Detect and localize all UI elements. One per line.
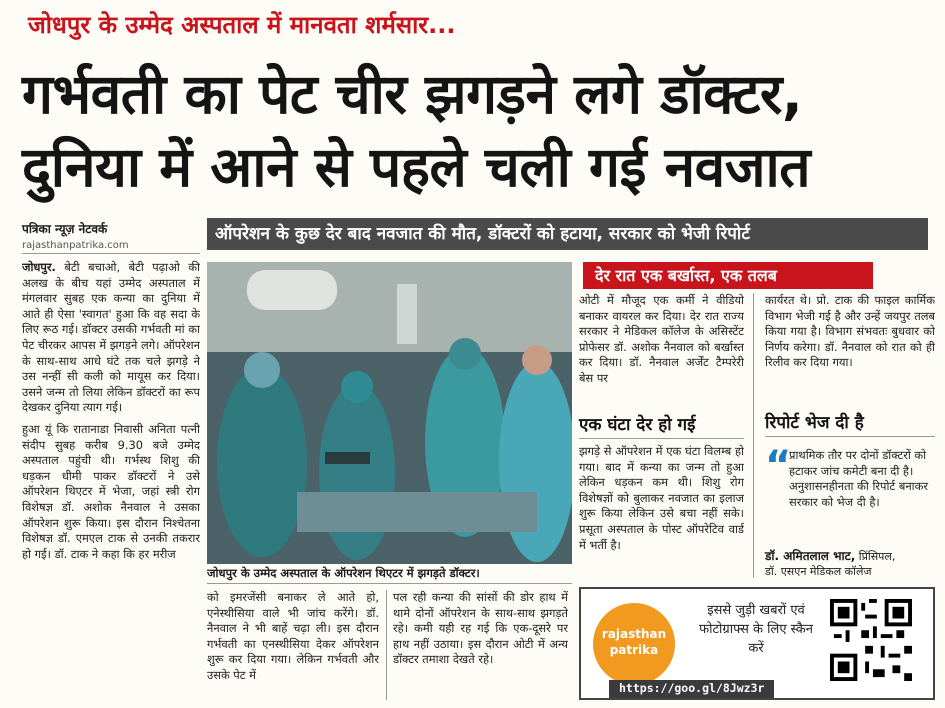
article-column-5-top [765, 293, 935, 405]
column2-text: को इमरजेंसी बनाकर ले आते हो, एनेस्थीसिया वाले भी जांच करेंगे। डॉ. नैनवाल ने भी बाहें चढ़ा ली। इस दौरान गर्भवती का एनस्थीसिया देकर ऑपरेशन शुरू कर दिया गया। लेकिन गर्भवती और उसके पेट में [207, 590, 379, 682]
logo-text-line-1: rajasthan [601, 627, 667, 641]
red-subbanner: देर रात एक बर्खास्त, एक तलब [583, 262, 873, 289]
logo-text-line-2: patrika [609, 643, 659, 657]
signatory-name: डॉ. अमितलाल भाट, [765, 549, 856, 563]
official-quote [789, 448, 935, 543]
subhead-report-sent: रिपोर्ट भेज दी है [765, 413, 864, 433]
column1-paragraph-2: हुआ यूं कि रातानाडा निवासी अनिता पत्नी संदीप सुबह करीब 9.30 बजे उम्मेद अस्पताल पहुंची थी। गर्भस्थ शिशु की धड़कन धीमी पाकर डॉक्टरों ने उसे ऑपरेशन थिएटर में भेजा, जहां स्त्री रोग विशेषज्ञ डॉ. अशोक नैनवाल ने उसका ऑपरेशन शुरू किया। इस दौरान निश्चेतना विशेषज्ञ डॉ. एमएल टाक से उनकी तकरार हो गई। डॉ. टाक ने कहा कि हर मरीज [22, 421, 200, 561]
section-banner: ऑपरेशन के कुछ देर बाद नवजात की मौत, डॉक्टरों को हटाया, सरकार को भेजी रिपोर्ट [207, 218, 928, 250]
dateline: जोधपुर. [22, 260, 56, 274]
caption-rule [207, 583, 572, 584]
rajasthan-patrika-logo [593, 603, 675, 685]
column1-text-1: बेटी बचाओ, बेटी पढ़ाओ की अलख के बीच यहां उम्मेद अस्पताल में मंगलवार सुबह एक कन्या का दुनिया में आते ही ऐसा 'स्वागत' हुआ कि वह सदा के लिए रूठ गई। डॉक्टर उसकी गर्भवती मां का पेट चीरकर आपस में झगड़ने लगे। ऑपरेशन के साथ-साथ आधे घंटे तक चले झगड़े ने उस नन्हीं सी कली को मायूस कर दिया। उसने जन्म तो लिया लेकिन डॉक्टरों का रूप देखकर दुनिया त्याग गई। [22, 260, 200, 415]
byline-rule [22, 253, 200, 254]
qr-code-icon[interactable] [830, 599, 912, 681]
article-column-4-top [579, 293, 744, 405]
short-url[interactable]: https://goo.gl/8Jwz3r [609, 680, 774, 698]
column-divider [386, 590, 387, 700]
quote-signature [765, 549, 935, 579]
main-headline [22, 58, 927, 204]
byline-name: पत्रिका न्यूज़ नेटवर्क [22, 222, 108, 236]
subhead-one-hour-delay: एक घंटा देर हो गई [579, 415, 696, 435]
quote-icon: “ [765, 443, 792, 489]
byline [22, 220, 200, 251]
column3-text: पल रही कन्या की सांसों की डोर हाथ में थामे दोनों ऑपरेशन के साथ-साथ झगड़ते रहे। कमी यही रह गई कि एक-दूसरे पर हाथ नहीं उठाया। इस दौरान ओटी में अन्य डॉक्टर तमाशा देखते रहे। [393, 590, 568, 667]
byline-site: rajasthanpatrika.com [22, 240, 129, 251]
qr-promo-box [579, 587, 935, 700]
column1-paragraph-1 [22, 260, 200, 416]
signatory-institution: डॉ. एसएन मेडिकल कॉलेज [765, 565, 872, 578]
article-column-1 [22, 260, 200, 700]
operation-theatre-photo [207, 262, 572, 564]
subhead-rule-2 [765, 436, 935, 437]
subhead-rule [579, 438, 744, 439]
photo-caption: जोधपुर के उम्मेद अस्पताल के ऑपरेशन थिएटर में झगड़ते डॉक्टर। [207, 566, 480, 580]
signatory-title: प्रिंसिपल, [858, 550, 896, 563]
kicker-headline: जोधपुर के उम्मेद अस्पताल में मानवता शर्मसार... [28, 11, 456, 39]
column5-top-text: कार्यरत थे। प्रो. टाक की फाइल कार्मिक विभाग भेजी गई है और उन्हें जयपुर तलब किया गया है। विभाग संभवतः बुधवार को निर्णय करेगा। डॉ. नैनवाल को रात को ही रिलीव कर दिया गया। [765, 293, 935, 370]
article-column-2 [207, 590, 379, 700]
scan-instruction: इससे जुड़ी खबरों एवं फोटोग्राफ्स के लिए स्कैन करें [699, 603, 813, 656]
quote-text: प्राथमिक तौर पर दोनों डॉक्टरों को हटाकर जांच कमेटी बना दी है। अनुशासनहीनता की रिपोर्ट बनाकर सरकार को भेज दी है। [789, 448, 929, 509]
article-column-3 [393, 590, 568, 700]
headline-line-1: गर्भवती का पेट चीर झगड़ने लगे डॉक्टर, [22, 62, 803, 126]
column4-bottom-text: झगड़े से ऑपरेशन में एक घंटा विलम्ब हो गया। बाद में कन्या का जन्म तो हुआ लेकिन धड़कन कम थी। शिशु रोग विशेषज्ञों को बुलाकर नवजात का इलाज शुरू किया लेकिन उसे बचा नहीं सके। प्रसूता अस्पताल के पोस्ट ऑपरेटिव वार्ड में भर्ती है। [579, 444, 744, 552]
column4-top-text: ओटी में मौजूद एक कर्मी ने वीडियो बनाकर वायरल कर दिया। देर रात राज्य सरकार ने मेडिकल कॉलेज के असिस्टेंट प्रोफेसर डॉ. अशोक नैनवाल को बर्खास्त कर दिया। डॉ. नैनवाल अर्जेंट टैम्परेरी बेस पर [579, 293, 744, 385]
article-column-4-bottom [579, 444, 744, 574]
headline-line-2: दुनिया में आने से पहले चली गई नवजात [22, 135, 811, 199]
column-divider-2 [753, 293, 754, 578]
